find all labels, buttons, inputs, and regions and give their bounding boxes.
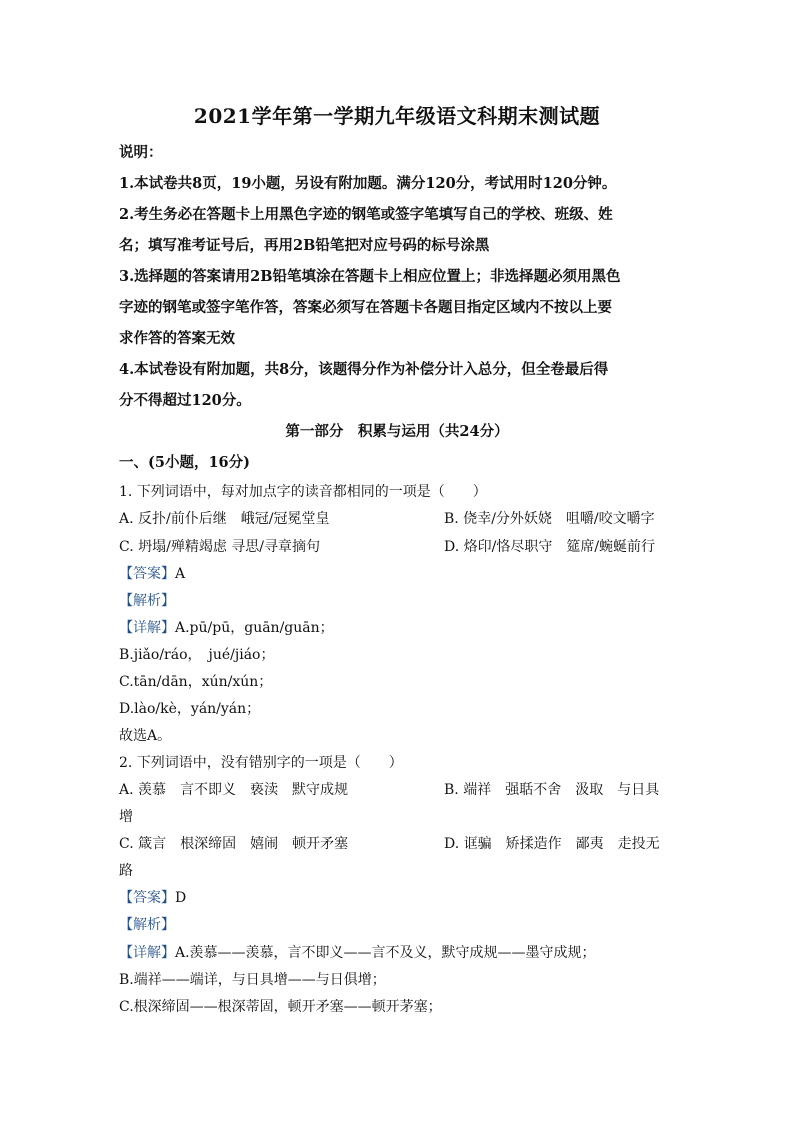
q1-detail-line-1 bbox=[119, 617, 334, 637]
note-line-6: 求作答的答案无效 bbox=[119, 330, 235, 347]
q1-conclusion: 故选A。 bbox=[119, 728, 172, 744]
q1-answer bbox=[119, 563, 185, 583]
q2-option-a: A. 羡慕 言不即义 亵渎 默守成规 bbox=[119, 782, 349, 798]
q1-option-b: B. 侥幸/分外妖娆 咀嚼/咬文嚼字 bbox=[444, 511, 655, 527]
note-line-1: 1.本试卷共8页，19小题，另设有附加题。满分120分，考试用时120分钟。 bbox=[119, 175, 617, 192]
q1-option-d: D. 烙印/恪尽职守 筵席/蜿蜒前行 bbox=[444, 539, 656, 555]
q2-option-b: B. 端祥 强聒不舍 汲取 与日具 bbox=[444, 782, 660, 798]
note-line-2: 2.考生务必在答题卡上用黑色字迹的钢笔或签字笔填写自己的学校、班级、姓 bbox=[119, 206, 613, 223]
note-line-7: 4.本试卷设有附加题，共8分，该题得分作为补偿分计入总分，但全卷最后得 bbox=[119, 361, 609, 378]
q2-answer bbox=[119, 887, 186, 907]
q2-option-wrap-1: 增 bbox=[119, 809, 133, 825]
answer-value: A bbox=[175, 566, 186, 582]
note-line-8: 分不得超过120分。 bbox=[119, 392, 251, 409]
detail-tag: 【详解】 bbox=[119, 945, 175, 961]
q1-option-c: C. 坍塌/殚精竭虑 寻思/寻章摘句 bbox=[119, 539, 320, 555]
answer-tag: 【答案】 bbox=[119, 566, 175, 582]
q1-option-a: A. 反扑/前仆后继 峨冠/冠冕堂皇 bbox=[119, 511, 330, 527]
q2-option-d: D. 诓骗 矫揉造作 鄙夷 走投无 bbox=[444, 836, 660, 852]
detail-text: A.pū/pū，guān/guān； bbox=[175, 620, 334, 636]
notes-heading: 说明： bbox=[119, 144, 163, 161]
note-line-3: 名；填写准考证号后，再用2B铅笔把对应号码的标号涂黑 bbox=[119, 237, 490, 254]
detail-tag: 【详解】 bbox=[119, 620, 175, 636]
answer-value: D bbox=[175, 890, 187, 906]
q2-detail-line-2: B.端祥——端详，与日具增——与日俱增； bbox=[119, 972, 386, 988]
note-line-5: 字迹的钢笔或签字笔作答，答案必须写在答题卡各题目指定区域内不按以上要 bbox=[119, 299, 612, 316]
exam-title: 2021学年第一学期九年级语文科期末测试题 bbox=[193, 104, 601, 128]
part1-heading: 第一部分 积累与运用（共24分） bbox=[285, 423, 509, 440]
q1-detail-line-2: B.jiǎo/ráo， jué/jiáo； bbox=[119, 647, 275, 663]
q1-analysis-tag: 【解析】 bbox=[119, 593, 175, 609]
q2-option-wrap-2: 路 bbox=[119, 863, 133, 879]
note-line-4: 3.选择题的答案请用2B铅笔填涂在答题卡上相应位置上；非选择题必须用黑色 bbox=[119, 268, 621, 285]
q1-stem: 1. 下列词语中，每对加点字的读音都相同的一项是（ ） bbox=[119, 484, 487, 500]
q1-detail-line-4: D.lào/kè，yán/yán； bbox=[119, 701, 261, 717]
q2-detail-line-1 bbox=[119, 942, 596, 962]
answer-tag: 【答案】 bbox=[119, 890, 175, 906]
q1-detail-line-3: C.tān/dān，xún/xún； bbox=[119, 674, 273, 690]
detail-text: A.羡慕——羡慕，言不即义——言不及义，默守成规——墨守成规； bbox=[175, 945, 596, 961]
q2-option-c: C. 箴言 根深缔固 嬉闹 顿开矛塞 bbox=[119, 836, 349, 852]
q2-analysis-tag: 【解析】 bbox=[119, 917, 175, 933]
section1-heading: 一、(5小题，16分) bbox=[119, 454, 250, 471]
q2-detail-line-3: C.根深缔固——根深蒂固，顿开矛塞——顿开茅塞； bbox=[119, 999, 442, 1015]
q2-stem: 2. 下列词语中，没有错别字的一项是（ ） bbox=[119, 755, 403, 771]
